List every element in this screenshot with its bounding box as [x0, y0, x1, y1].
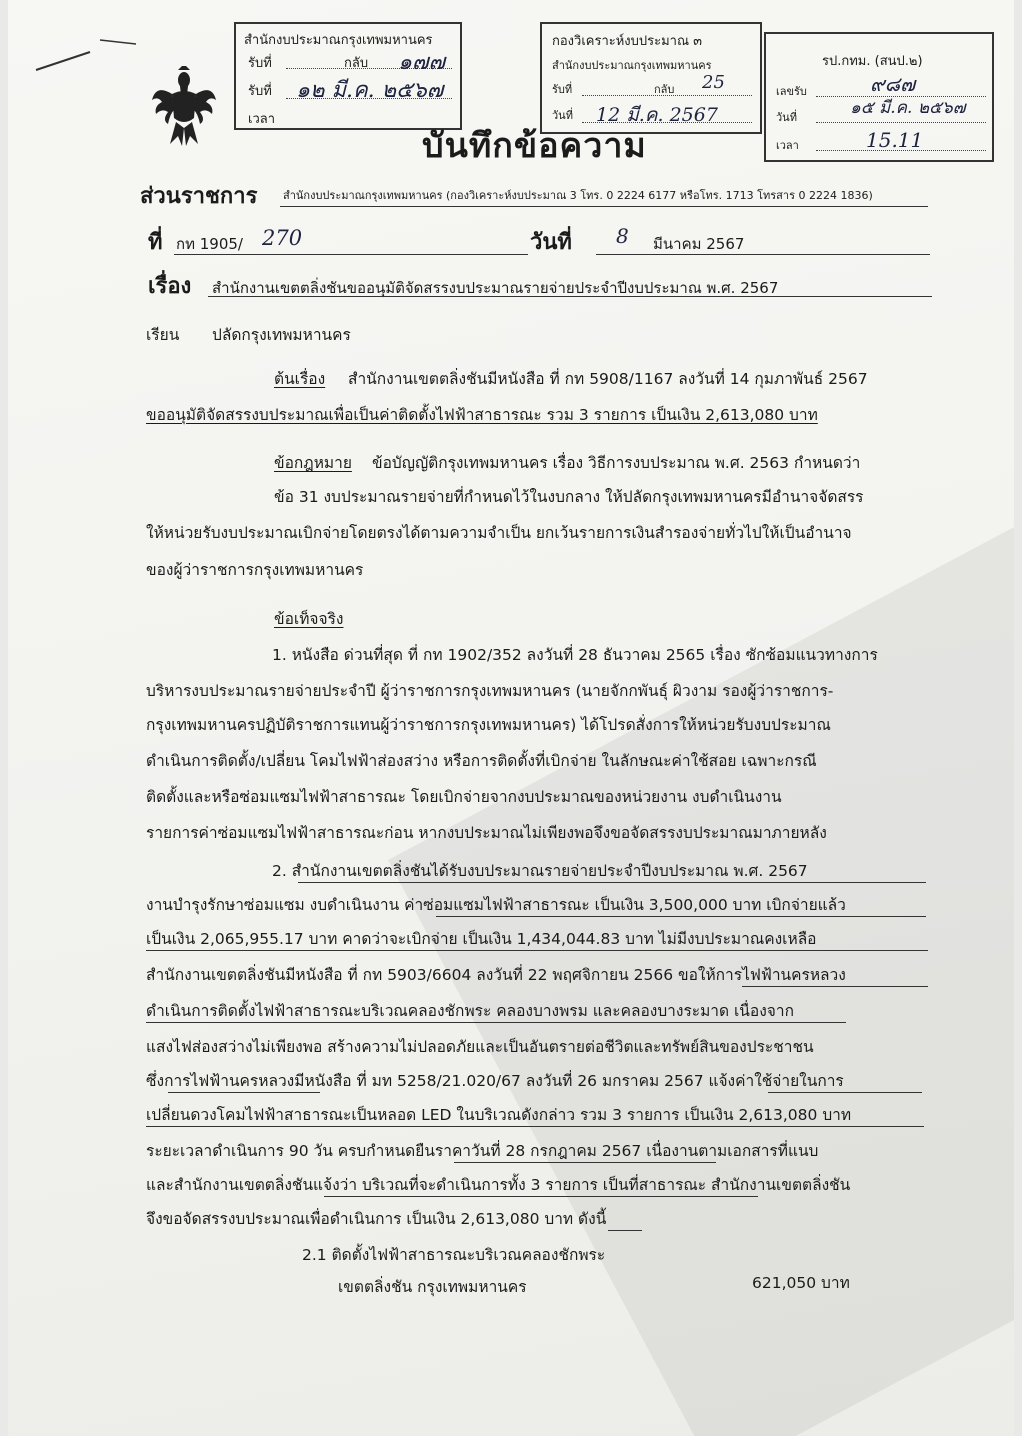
stamp3-title: รป.กทม. (สนป.๒) [822, 54, 923, 69]
item-2-1-line2: เขตตลิ่งชัน กรุงเทพมหานคร [338, 1278, 527, 1296]
stamp-no-handwritten: ๑๗๗ [398, 50, 446, 75]
to-value: ปลัดกรุงเทพมหานคร [212, 326, 351, 344]
fact2-line4: สำนักงานเขตตลิ่งชันมีหนังสือ ที่ กท 5903/6604 ลงวันที่ 22 พฤศจิกายน 2566 ขอให้การไฟฟ้านครหลวง [146, 966, 846, 984]
fact1-line1: 1. หนังสือ ด่วนที่สุด ที่ กท 1902/352 ลงวันที่ 28 ธันวาคม 2565 เรื่อง ซักซ้อมแนวทางการ [272, 646, 878, 664]
fact2-line7: ซึ่งการไฟฟ้านครหลวงมีหนังสือ ที่ มท 5258/21.020/67 ลงวันที่ 26 มกราคม 2567 แจ้งค่าใช้จ่ายในการ [146, 1072, 844, 1090]
doc-no-value: กท 1905/ [176, 235, 243, 253]
law-text: ข้อบัญญัติกรุงเทพมหานคร เรื่อง วิธีการงบประมาณ พ.ศ. 2563 กำหนดว่า [372, 454, 861, 472]
stamp2-ret-handwritten: 25 [702, 72, 725, 93]
law-p3: ของผู้ว่าราชการกรุงเทพมหานคร [146, 561, 364, 579]
to-label: เรียน [146, 326, 180, 344]
facts-label: ข้อเท็จจริง [274, 610, 344, 628]
item-2-1-amount: 621,050 บาท [752, 1274, 850, 1292]
stamp3-date-label: วันที่ [776, 111, 797, 124]
stamp3-time-handwritten: 15.11 [866, 128, 924, 152]
origin-text-2: ขออนุมัติจัดสรรงบประมาณเพื่อเป็นค่าติดตั้งไฟฟ้าสาธารณะ รวม 3 รายการ เป็นเงิน 2,613,080 บาท [146, 406, 818, 424]
stamp-date-handwritten: ๑๒ มี.ค. ๒๕๖๗ [296, 78, 444, 103]
stamp3-no-handwritten: ๙๘๗ [870, 72, 916, 96]
fact1-line2: บริหารงบประมาณรายจ่ายประจำปี ผู้ว่าราชการกรุงเทพมหานคร (นายจักกพันธุ์ ผิวงาม รองผู้ว่าราชการ- [146, 682, 834, 700]
stamp2-line2: สำนักงบประมาณกรุงเทพมหานคร [552, 59, 712, 72]
dept-value: สำนักงบประมาณกรุงเทพมหานคร (กองวิเคราะห์งบประมาณ 3 โทร. 0 2224 6177 หรือโทร. 1713 โทรสาร 0 2224 1836) [283, 189, 873, 202]
fact1-line4: ดำเนินการติดตั้ง/เปลี่ยน โคมไฟฟ้าส่องสว่าง หรือการติดตั้งที่เบิกจ่าย ในลักษณะค่าใช้สอย เฉพาะกรณี [146, 752, 817, 770]
origin-label: ต้นเรื่อง [274, 370, 326, 388]
fact1-line3: กรุงเทพมหานครปฏิบัติราชการแทนผู้ว่าราชการกรุงเทพมหานคร) ได้โปรดสั่งการให้หน่วยรับงบประมาณ [146, 716, 831, 734]
fact2-line9: ระยะเวลาดำเนินการ 90 วัน ครบกำหนดยืนราคาวันที่ 28 กรกฎาคม 2567 เนื่องานตามเอกสารที่แนบ [146, 1142, 819, 1160]
doc-date-value: มีนาคม 2567 [653, 235, 745, 253]
doc-no-handwritten: 270 [262, 226, 303, 250]
dept-label: ส่วนราชการ [140, 184, 258, 209]
receipt-stamp-deputy-office [764, 32, 994, 162]
fact2-line8: เปลี่ยนดวงโคมไฟฟ้าสาธารณะเป็นหลอด LED ในบริเวณดังกล่าว รวม 3 รายการ เป็นเงิน 2,613,080 บาท [146, 1106, 852, 1124]
stamp-no-label: รับที่ [248, 56, 272, 71]
law-p1: ข้อ 31 งบประมาณรายจ่ายที่กำหนดไว้ในงบกลาง ให้ปลัดกรุงเทพมหานครมีอำนาจจัดสรร [274, 488, 864, 506]
doc-date-handwritten: 8 [616, 224, 629, 248]
doc-no-label: ที่ [148, 230, 163, 255]
item-2-1-line1: 2.1 ติดตั้งไฟฟ้าสาธารณะบริเวณคลองชักพระ [302, 1246, 606, 1264]
doc-date-label: วันที่ [530, 230, 572, 255]
stamp-time-label: เวลา [248, 112, 276, 127]
stamp2-date-handwritten: 12 มี.ค. 2567 [596, 104, 718, 126]
origin-text: สำนักงานเขตตลิ่งชันมีหนังสือ ที่ กท 5908/1167 ลงวันที่ 14 กุมภาพันธ์ 2567 [348, 370, 868, 388]
fact2-line6: แสงไฟส่องสว่างไม่เพียงพอ สร้างความไม่ปลอดภัยและเป็นอันตรายต่อชีวิตและทรัพย์สินของประชาชน [146, 1038, 814, 1056]
memo-title: บันทึกข้อความ [422, 126, 647, 166]
subject-label: เรื่อง [148, 274, 192, 299]
pen-mark [30, 30, 140, 80]
fact2-line2: งานบำรุงรักษาซ่อมแซม งบดำเนินงาน ค่าซ่อมแซมไฟฟ้าสาธารณะ เป็นเงิน 3,500,000 บาท เบิกจ่ายแล้ว [146, 896, 846, 914]
stamp-date-label: รับที่ [248, 84, 272, 99]
stamp-ret-label: กลับ [344, 56, 369, 71]
fact1-line6: รายการค่าซ่อมแซมไฟฟ้าสาธารณะก่อน หากงบประมาณไม่เพียงพอจึงขอจัดสรรงบประมาณมาภายหลัง [146, 824, 827, 842]
fact2-line10: และสำนักงานเขตตลิ่งชันแจ้งว่า บริเวณที่จะดำเนินการทั้ง 3 รายการ เป็นที่สาธารณะ สำนักงานเขตตลิ่งชัน [146, 1176, 851, 1194]
law-label: ข้อกฎหมาย [274, 454, 352, 472]
law-p2: ให้หน่วยรับงบประมาณเบิกจ่ายโดยตรงได้ตามความจำเป็น ยกเว้นรายการเงินสำรองจ่ายทั่วไปให้เป็นอำนาจ [146, 524, 852, 542]
garuda-emblem-icon [150, 66, 218, 148]
stamp2-date-label: วันที่ [552, 109, 573, 122]
stamp-org: สำนักงบประมาณกรุงเทพมหานคร [244, 33, 433, 48]
fact2-line1: 2. สำนักงานเขตตลิ่งชันได้รับงบประมาณรายจ่ายประจำปีงบประมาณ พ.ศ. 2567 [272, 862, 808, 880]
stamp3-time-label: เวลา [776, 139, 799, 152]
fact2-line11: จึงขอจัดสรรงบประมาณเพื่อดำเนินการ เป็นเงิน 2,613,080 บาท ดังนี้ [146, 1210, 607, 1228]
subject-value: สำนักงานเขตตลิ่งชันขออนุมัติจัดสรรงบประมาณรายจ่ายประจำปีงบประมาณ พ.ศ. 2567 [212, 279, 779, 297]
stamp3-date-handwritten: ๑๕ มี.ค. ๒๕๖๗ [850, 98, 966, 118]
receipt-stamp-budget-office [234, 22, 462, 130]
stamp2-recv-label: รับที่ [552, 83, 573, 96]
stamp2-ret-label: กลับ [654, 83, 675, 96]
fact2-line3: เป็นเงิน 2,065,955.17 บาท คาดว่าจะเบิกจ่าย เป็นเงิน 1,434,044.83 บาท ไม่มีงบประมาณคงเหลือ [146, 930, 817, 948]
fact2-line5: ดำเนินการติดตั้งไฟฟ้าสาธารณะบริเวณคลองชักพระ คลองบางพรม และคลองบางระมาด เนื่องจาก [146, 1002, 794, 1020]
fact1-line5: ติดตั้งและหรือซ่อมแซมไฟฟ้าสาธารณะ โดยเบิกจ่ายจากงบประมาณของหน่วยงาน งบดำเนินงาน [146, 788, 782, 806]
stamp3-no-label: เลขรับ [776, 85, 807, 98]
memo-page [8, 0, 1014, 1436]
stamp2-line1: กองวิเคราะห์งบประมาณ ๓ [552, 34, 703, 49]
